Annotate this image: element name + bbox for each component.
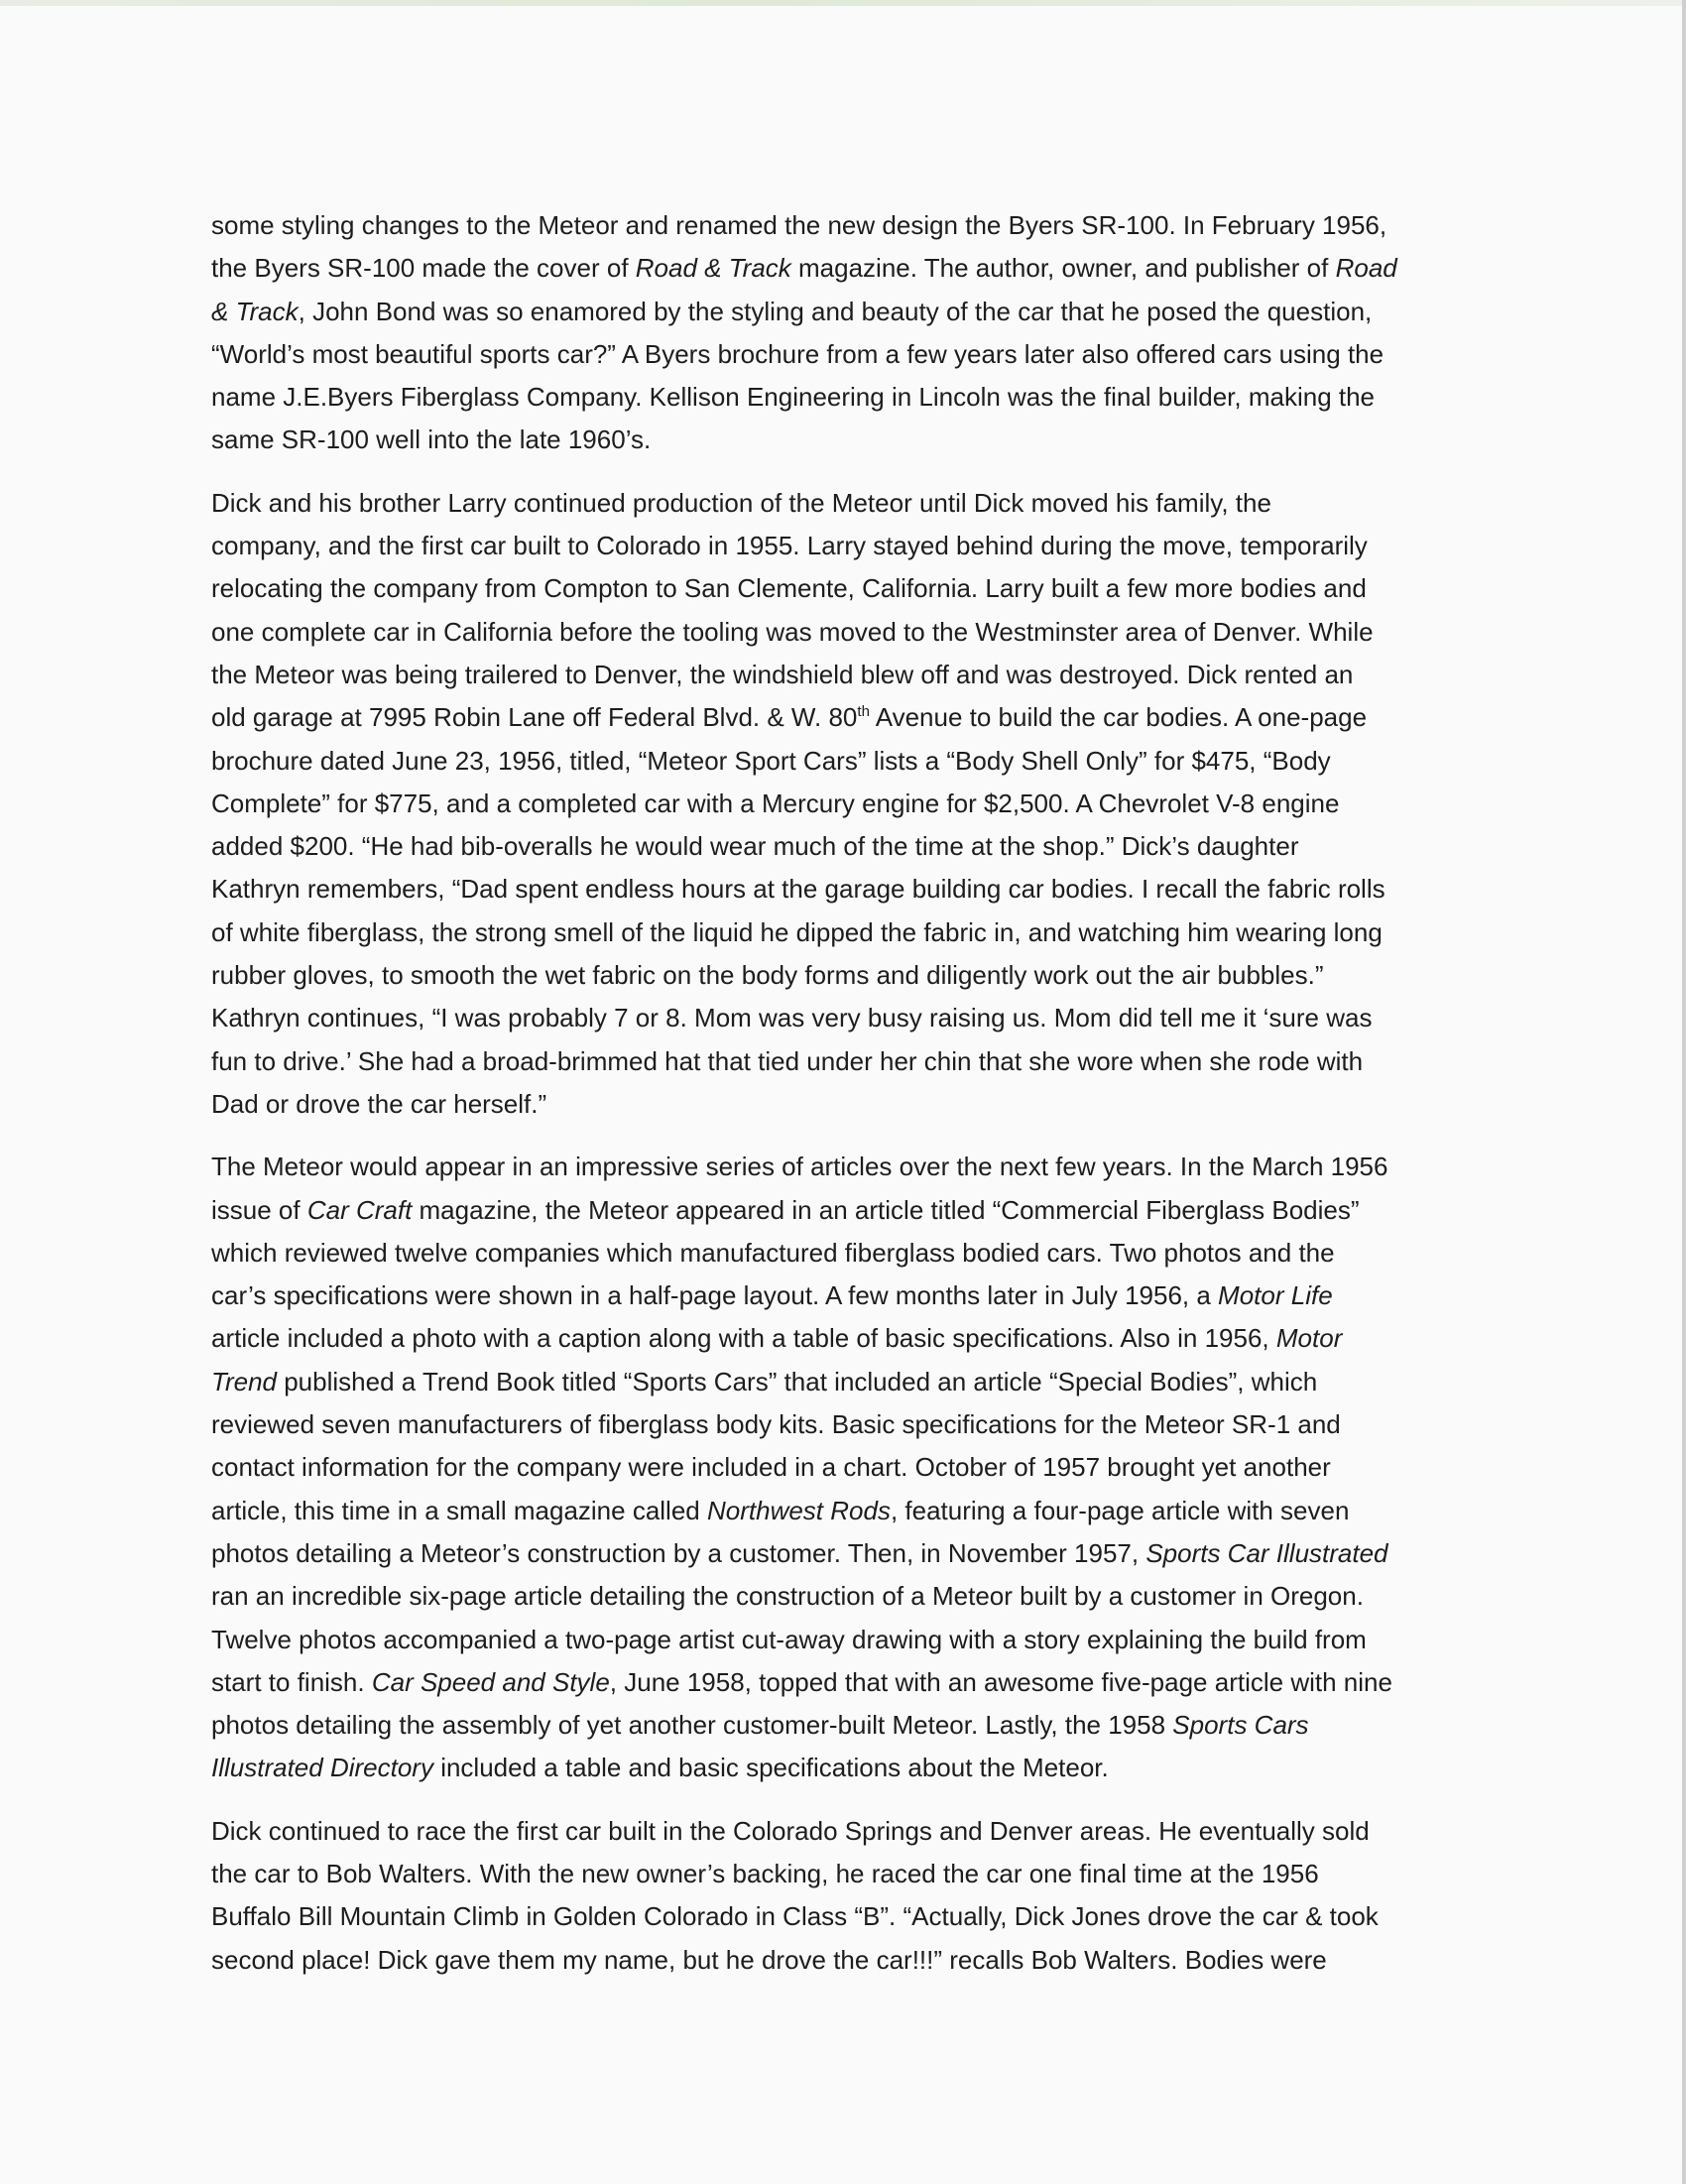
text-line	[211, 1853, 1501, 1895]
text-segment: issue of	[211, 1194, 307, 1225]
document-page	[211, 204, 1501, 2138]
text-segment: , John Bond was so enamored by the styling and beauty of the car that he posed the question,	[298, 296, 1373, 326]
text-segment: contact information for the company were included in a chart. October of 1957 brought yet another	[211, 1452, 1331, 1483]
text-line	[211, 911, 1501, 954]
text-line	[211, 1532, 1501, 1575]
italic-title-text: Road & Track	[635, 253, 791, 284]
text-line	[211, 1575, 1501, 1618]
text-line	[211, 567, 1501, 610]
text-line	[211, 1361, 1501, 1403]
text-line	[211, 1747, 1501, 1789]
text-line	[211, 1040, 1501, 1083]
text-line	[211, 1939, 1501, 1982]
text-segment: fun to drive.’ She had a broad-brimmed hat that tied under her chin that she wore when she rode with	[211, 1045, 1364, 1076]
text-segment: , June 1958, topped that with an awesome five-page article with nine	[609, 1666, 1392, 1697]
text-line	[211, 1704, 1501, 1747]
text-segment: Dick continued to race the first car built in the Colorado Springs and Denver areas. He eventually sold	[211, 1815, 1370, 1846]
text-segment: added $200. “He had bib-overalls he would wear much of the time at the shop.” Dick’s daughter	[211, 831, 1299, 862]
scan-edge-top	[0, 0, 1686, 6]
text-line	[211, 1403, 1501, 1446]
text-line	[211, 1661, 1501, 1704]
text-line	[211, 1317, 1501, 1360]
text-segment: rubber gloves, to smooth the wet fabric on the body forms and diligently work out the air bubbles.”	[211, 960, 1324, 991]
text-segment: of white fiberglass, the strong smell of the liquid he dipped the fabric in, and watching him wearing long	[211, 916, 1383, 947]
text-segment: some styling changes to the Meteor and renamed the new design the Byers SR-100. In February 1956,	[211, 210, 1387, 240]
paragraph-4	[211, 1810, 1501, 1982]
text-line	[211, 1274, 1501, 1317]
italic-title-text: & Track	[211, 296, 299, 326]
text-line	[211, 1446, 1501, 1489]
text-segment: Avenue to build the car bodies. A one-page	[869, 702, 1368, 733]
italic-title-text: Car Craft	[306, 1194, 413, 1225]
text-segment: photos detailing a Meteor’s construction by a customer. Then, in November 1957,	[211, 1537, 1146, 1568]
text-segment: one complete car in California before the tooling was moved to the Westminster area of Denver. While	[211, 616, 1374, 647]
text-segment: reviewed seven manufacturers of fiberglass body kits. Basic specifications for the Meteor SR-1 and	[211, 1409, 1341, 1440]
text-line	[211, 376, 1501, 419]
italic-title-text: Trend	[211, 1366, 277, 1396]
text-segment: the car to Bob Walters. With the new owner’s backing, he raced the car one final time at the 1956	[211, 1858, 1319, 1888]
italic-title-text: Sports Car Illustrated	[1145, 1537, 1388, 1568]
scan-edge-right	[1682, 0, 1686, 2184]
italic-title-text: Car Speed and Style	[371, 1666, 610, 1697]
text-segment: article, this time in a small magazine called	[211, 1495, 707, 1525]
text-segment: photos detailing the assembly of yet another customer-built Meteor. Lastly, the 1958	[211, 1710, 1173, 1741]
text-segment: Kathryn continues, “I was probably 7 or 8. Mom was very busy raising us. Mom did tell me it ‘sure was	[211, 1003, 1373, 1033]
text-segment: old garage at 7995 Robin Lane off Federal Blvd. & W. 80	[211, 702, 858, 733]
text-segment: the Byers SR-100 made the cover of	[211, 253, 636, 284]
italic-title-text: Illustrated Directory	[211, 1753, 433, 1783]
text-line	[211, 1810, 1501, 1853]
text-line	[211, 654, 1501, 696]
text-segment: Kathryn remembers, “Dad spent endless hours at the garage building car bodies. I recall the fabric rolls	[211, 874, 1385, 905]
italic-title-text: Northwest Rods	[706, 1495, 891, 1525]
text-segment: The Meteor would appear in an impressive series of articles over the next few years. In the March 1956	[211, 1152, 1388, 1182]
paragraph-3	[211, 1146, 1501, 1789]
text-segment: second place! Dick gave them my name, but he drove the car!!!” recalls Bob Walters. Bodies were	[211, 1944, 1327, 1975]
text-segment: magazine, the Meteor appeared in an article titled “Commercial Fiberglass Bodies”	[412, 1194, 1360, 1225]
text-line	[211, 333, 1501, 376]
text-segment: published a Trend Book titled “Sports Cars” that included an article “Special Bodies”, which	[277, 1366, 1318, 1396]
text-line	[211, 868, 1501, 910]
text-line	[211, 611, 1501, 654]
text-line	[211, 1490, 1501, 1532]
text-segment: , featuring a four-page article with seven	[890, 1495, 1350, 1525]
text-line	[211, 740, 1501, 783]
text-segment: car’s specifications were shown in a half-page layout. A few months later in July 1956, a	[211, 1280, 1219, 1311]
text-line	[211, 1232, 1501, 1274]
text-segment: brochure dated June 23, 1956, titled, “Meteor Sport Cars” lists a “Body Shell Only” for $475, “Body	[211, 745, 1331, 776]
italic-title-text: Sports Cars	[1172, 1710, 1309, 1741]
text-line	[211, 1895, 1501, 1938]
text-line	[211, 997, 1501, 1039]
text-segment: name J.E.Byers Fiberglass Company. Kellison Engineering in Lincoln was the final builder, making the	[211, 382, 1376, 413]
text-line	[211, 1189, 1501, 1232]
italic-title-text: Motor	[1275, 1323, 1343, 1354]
text-line	[211, 1146, 1501, 1188]
text-segment: Dad or drove the car herself.”	[211, 1088, 547, 1119]
text-segment: Complete” for $775, and a completed car with a Mercury engine for $2,500. A Chevrolet V-8 engine	[211, 788, 1340, 818]
text-segment: Dick and his brother Larry continued production of the Meteor until Dick moved his family, the	[211, 487, 1271, 518]
italic-title-text: Road	[1335, 253, 1397, 284]
italic-title-text: Motor Life	[1218, 1280, 1333, 1311]
text-segment: ran an incredible six-page article detailing the construction of a Meteor built by a customer in Oregon.	[211, 1581, 1364, 1612]
text-line	[211, 1619, 1501, 1661]
text-segment: which reviewed twelve companies which manufactured fiberglass bodied cars. Two photos and the	[211, 1237, 1335, 1268]
text-segment: Buffalo Bill Mountain Climb in Golden Colorado in Class “B”. “Actually, Dick Jones drove the car & took	[211, 1901, 1379, 1932]
text-line	[211, 419, 1501, 461]
superscript-text: th	[857, 703, 870, 721]
text-segment: magazine. The author, owner, and publisher of	[790, 253, 1336, 284]
paragraph-1	[211, 204, 1501, 462]
text-line	[211, 696, 1501, 739]
text-line	[211, 1083, 1501, 1126]
paragraph-2	[211, 482, 1501, 1126]
text-line	[211, 247, 1501, 290]
text-segment: included a table and basic specifications about the Meteor.	[432, 1753, 1109, 1783]
text-segment: “World’s most beautiful sports car?” A Byers brochure from a few years later also offered cars using the	[211, 338, 1385, 369]
text-line	[211, 954, 1501, 997]
text-segment: the Meteor was being trailered to Denver, the windshield blew off and was destroyed. Dick rented an	[211, 659, 1354, 689]
text-line	[211, 525, 1501, 567]
text-segment: Twelve photos accompanied a two-page artist cut-away drawing with a story explaining the build from	[211, 1624, 1367, 1654]
text-segment: company, and the first car built to Colorado in 1955. Larry stayed behind during the move, temporarily	[211, 531, 1368, 561]
text-segment: relocating the company from Compton to San Clemente, California. Larry built a few more bodies and	[211, 573, 1367, 604]
text-line	[211, 291, 1501, 333]
text-line	[211, 825, 1501, 868]
text-segment: article included a photo with a caption along with a table of basic specifications. Also in 1956,	[211, 1323, 1276, 1354]
text-line	[211, 783, 1501, 825]
text-segment: same SR-100 well into the late 1960’s.	[211, 425, 652, 455]
text-line	[211, 482, 1501, 525]
text-line	[211, 204, 1501, 247]
text-segment: start to finish.	[211, 1666, 372, 1697]
